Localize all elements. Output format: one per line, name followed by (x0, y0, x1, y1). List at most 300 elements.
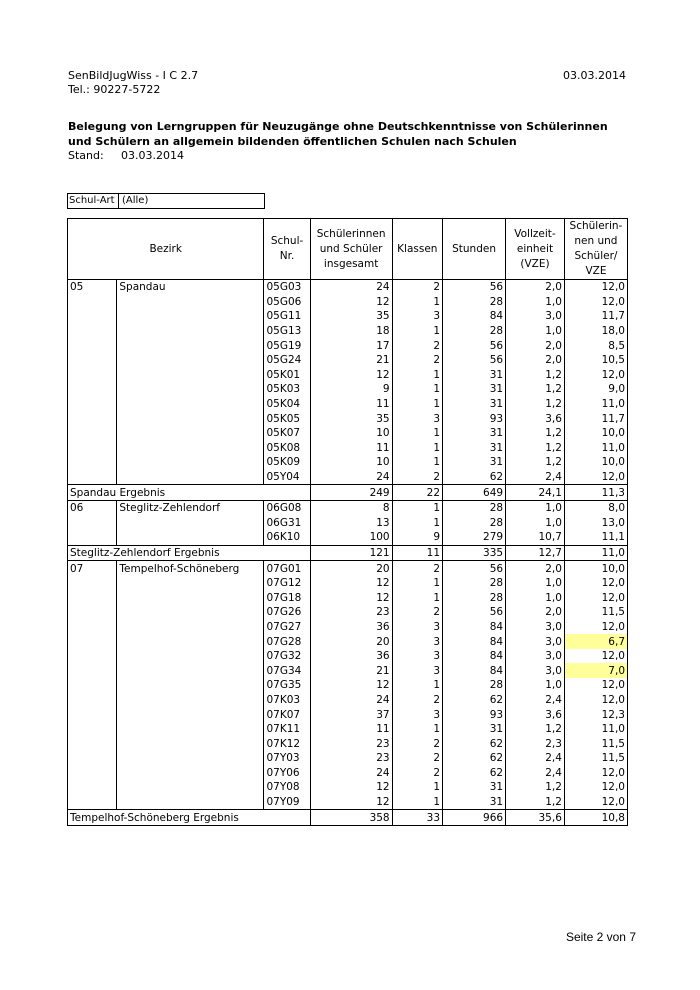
students-per-vze: 11,7 (564, 309, 627, 324)
students-count: 11 (310, 397, 392, 412)
classes-count: 1 (392, 295, 442, 310)
students-per-vze: 12,3 (564, 707, 627, 722)
district-code (68, 426, 117, 441)
hours-count: 62 (443, 766, 506, 781)
district-name (117, 295, 264, 310)
classes-count: 2 (392, 280, 442, 295)
students-count: 24 (310, 766, 392, 781)
students-per-vze: 10,0 (564, 455, 627, 470)
table-row (68, 295, 628, 310)
school-id: 05G19 (264, 338, 310, 353)
students-count: 10 (310, 426, 392, 441)
district-code (68, 397, 117, 412)
vze-value: 1,2 (506, 795, 565, 810)
table-row (68, 620, 628, 635)
district-code (68, 295, 117, 310)
students-per-vze: 12,0 (564, 780, 627, 795)
table-row (68, 397, 628, 412)
title-line-2: und Schülern an allgemein bildenden öffentlichen Schulen nach Schulen (68, 135, 517, 148)
classes-count: 1 (392, 795, 442, 810)
table-row (68, 722, 628, 737)
district-code (68, 707, 117, 722)
table-row (68, 411, 628, 426)
vze-value: 2,4 (506, 470, 565, 485)
table-row (68, 576, 628, 591)
district-name (117, 795, 264, 810)
school-id: 05G11 (264, 309, 310, 324)
students-per-vze: 9,0 (564, 382, 627, 397)
school-id: 06K10 (264, 530, 310, 545)
classes-count: 2 (392, 353, 442, 368)
total-students: 121 (310, 545, 392, 561)
table-row (68, 280, 628, 295)
students-count: 12 (310, 576, 392, 591)
vze-value: 1,0 (506, 678, 565, 693)
vze-value: 1,0 (506, 590, 565, 605)
students-per-vze: 11,0 (564, 722, 627, 737)
classes-count: 2 (392, 736, 442, 751)
total-vze: 12,7 (506, 545, 565, 561)
hours-count: 84 (443, 663, 506, 678)
students-per-vze: 18,0 (564, 324, 627, 339)
district-total-label: Tempelhof-Schöneberg Ergebnis (68, 810, 311, 826)
district-code (68, 795, 117, 810)
col-header-ratio: Schülerin-nen und Schüler/ VZE (564, 219, 627, 280)
school-id: 05K01 (264, 368, 310, 383)
vze-value: 10,7 (506, 530, 565, 545)
district-total-row (68, 545, 628, 561)
students-count: 8 (310, 500, 392, 515)
vze-value: 1,2 (506, 426, 565, 441)
total-ratio: 10,8 (564, 810, 627, 826)
col-header-bezirk: Bezirk (68, 219, 264, 280)
table-row (68, 500, 628, 515)
district-total-row (68, 485, 628, 501)
students-count: 35 (310, 411, 392, 426)
hours-count: 31 (443, 382, 506, 397)
school-id: 07G12 (264, 576, 310, 591)
hours-count: 56 (443, 353, 506, 368)
hours-count: 28 (443, 576, 506, 591)
school-id: 06G31 (264, 516, 310, 531)
classes-count: 1 (392, 441, 442, 456)
district-name (117, 576, 264, 591)
col-header-stunden: Stunden (443, 219, 506, 280)
classes-count: 3 (392, 620, 442, 635)
classes-count: 1 (392, 722, 442, 737)
vze-value: 2,3 (506, 736, 565, 751)
hours-count: 28 (443, 295, 506, 310)
vze-value: 1,2 (506, 722, 565, 737)
district-code: 05 (68, 280, 117, 295)
students-count: 21 (310, 663, 392, 678)
students-count: 36 (310, 649, 392, 664)
students-per-vze: 12,0 (564, 590, 627, 605)
vze-value: 1,2 (506, 780, 565, 795)
students-per-vze: 7,0 (564, 663, 627, 678)
students-count: 20 (310, 561, 392, 576)
district-code (68, 576, 117, 591)
hours-count: 28 (443, 500, 506, 515)
table-row (68, 795, 628, 810)
students-per-vze: 12,0 (564, 280, 627, 295)
district-code (68, 470, 117, 485)
district-name (117, 455, 264, 470)
total-vze: 35,6 (506, 810, 565, 826)
district-code (68, 411, 117, 426)
hours-count: 56 (443, 561, 506, 576)
classes-count: 1 (392, 780, 442, 795)
students-per-vze: 8,0 (564, 500, 627, 515)
classes-count: 2 (392, 766, 442, 781)
classes-count: 1 (392, 324, 442, 339)
stand-label: Stand: (68, 149, 104, 162)
district-name (117, 382, 264, 397)
students-count: 24 (310, 693, 392, 708)
classes-count: 2 (392, 338, 442, 353)
district-name (117, 397, 264, 412)
district-code (68, 780, 117, 795)
district-name (117, 426, 264, 441)
school-id: 07G34 (264, 663, 310, 678)
school-id: 06G08 (264, 500, 310, 515)
students-count: 11 (310, 441, 392, 456)
hours-count: 62 (443, 693, 506, 708)
vze-value: 3,0 (506, 649, 565, 664)
district-code: 06 (68, 500, 117, 515)
students-per-vze: 10,0 (564, 426, 627, 441)
table-row (68, 678, 628, 693)
total-ratio: 11,3 (564, 485, 627, 501)
col-header-schueler: Schülerinnen und Schüler insgesamt (310, 219, 392, 280)
classes-count: 1 (392, 368, 442, 383)
vze-value: 3,0 (506, 634, 565, 649)
classes-count: 2 (392, 470, 442, 485)
vze-value: 1,0 (506, 500, 565, 515)
table-row (68, 736, 628, 751)
table-row (68, 455, 628, 470)
district-name (117, 620, 264, 635)
district-name (117, 516, 264, 531)
vze-value: 2,0 (506, 338, 565, 353)
district-name: Spandau (117, 280, 264, 295)
students-count: 24 (310, 280, 392, 295)
vze-value: 1,2 (506, 455, 565, 470)
school-id: 05K07 (264, 426, 310, 441)
vze-value: 2,0 (506, 353, 565, 368)
hours-count: 62 (443, 470, 506, 485)
district-name (117, 634, 264, 649)
district-name (117, 649, 264, 664)
vze-value: 1,0 (506, 324, 565, 339)
vze-value: 1,0 (506, 295, 565, 310)
school-id: 07G26 (264, 605, 310, 620)
total-vze: 24,1 (506, 485, 565, 501)
district-code (68, 766, 117, 781)
vze-value: 3,0 (506, 309, 565, 324)
school-id: 07Y06 (264, 766, 310, 781)
district-name (117, 780, 264, 795)
classes-count: 1 (392, 455, 442, 470)
district-name (117, 751, 264, 766)
classes-count: 1 (392, 500, 442, 515)
students-count: 12 (310, 780, 392, 795)
vze-value: 3,0 (506, 620, 565, 635)
table-row (68, 309, 628, 324)
students-per-vze: 13,0 (564, 516, 627, 531)
students-count: 17 (310, 338, 392, 353)
table-row (68, 751, 628, 766)
students-count: 24 (310, 470, 392, 485)
district-name: Tempelhof-Schöneberg (117, 561, 264, 576)
hours-count: 31 (443, 795, 506, 810)
district-code (68, 590, 117, 605)
table-row (68, 605, 628, 620)
vze-value: 2,4 (506, 693, 565, 708)
district-name (117, 693, 264, 708)
students-per-vze: 12,0 (564, 795, 627, 810)
students-count: 100 (310, 530, 392, 545)
table-row (68, 470, 628, 485)
classes-count: 2 (392, 693, 442, 708)
district-name (117, 678, 264, 693)
district-name (117, 411, 264, 426)
total-hours: 966 (443, 810, 506, 826)
students-per-vze: 12,0 (564, 576, 627, 591)
table-row (68, 426, 628, 441)
school-id: 05K09 (264, 455, 310, 470)
hours-count: 31 (443, 722, 506, 737)
table-row (68, 780, 628, 795)
page-number: Seite 2 von 7 (565, 930, 636, 944)
students-count: 21 (310, 353, 392, 368)
district-name (117, 309, 264, 324)
header-date: 03.03.2014 (563, 69, 626, 82)
stand-date: 03.03.2014 (121, 149, 184, 162)
students-per-vze: 8,5 (564, 338, 627, 353)
hours-count: 31 (443, 455, 506, 470)
school-id: 05K05 (264, 411, 310, 426)
document-title (68, 119, 668, 149)
hours-count: 28 (443, 590, 506, 605)
table-row (68, 441, 628, 456)
col-header-vze: Vollzeit-einheit (VZE) (506, 219, 565, 280)
table-row (68, 693, 628, 708)
district-name (117, 324, 264, 339)
school-id: 07G32 (264, 649, 310, 664)
school-id: 07Y09 (264, 795, 310, 810)
students-count: 12 (310, 368, 392, 383)
district-code (68, 353, 117, 368)
classes-count: 3 (392, 707, 442, 722)
students-count: 10 (310, 455, 392, 470)
classes-count: 2 (392, 751, 442, 766)
stand-line (68, 149, 184, 163)
hours-count: 31 (443, 397, 506, 412)
classes-count: 1 (392, 397, 442, 412)
students-per-vze: 11,0 (564, 397, 627, 412)
district-code (68, 693, 117, 708)
hours-count: 84 (443, 620, 506, 635)
district-name (117, 338, 264, 353)
school-table (67, 218, 628, 826)
school-id: 07Y03 (264, 751, 310, 766)
students-per-vze: 11,5 (564, 605, 627, 620)
district-code (68, 634, 117, 649)
table-row (68, 766, 628, 781)
district-code (68, 441, 117, 456)
students-per-vze: 12,0 (564, 649, 627, 664)
vze-value: 2,0 (506, 605, 565, 620)
table-row (68, 353, 628, 368)
hours-count: 56 (443, 280, 506, 295)
district-name (117, 736, 264, 751)
vze-value: 3,0 (506, 663, 565, 678)
students-per-vze: 11,7 (564, 411, 627, 426)
hours-count: 28 (443, 516, 506, 531)
hours-count: 56 (443, 605, 506, 620)
district-code (68, 530, 117, 545)
hours-count: 93 (443, 707, 506, 722)
students-count: 36 (310, 620, 392, 635)
department-code: SenBildJugWiss - I C 2.7 (68, 69, 199, 82)
district-code (68, 678, 117, 693)
district-total-label: Steglitz-Zehlendorf Ergebnis (68, 545, 311, 561)
vze-value: 1,0 (506, 576, 565, 591)
col-header-klassen: Klassen (392, 219, 442, 280)
hours-count: 84 (443, 634, 506, 649)
classes-count: 3 (392, 649, 442, 664)
district-name (117, 441, 264, 456)
total-students: 358 (310, 810, 392, 826)
students-count: 23 (310, 751, 392, 766)
district-code (68, 324, 117, 339)
school-id: 05K08 (264, 441, 310, 456)
district-code (68, 516, 117, 531)
school-id: 07G27 (264, 620, 310, 635)
table-row (68, 561, 628, 576)
hours-count: 31 (443, 441, 506, 456)
hours-count: 31 (443, 426, 506, 441)
vze-value: 2,4 (506, 751, 565, 766)
classes-count: 1 (392, 678, 442, 693)
district-name (117, 663, 264, 678)
table-row (68, 663, 628, 678)
table-row (68, 324, 628, 339)
classes-count: 1 (392, 576, 442, 591)
total-classes: 33 (392, 810, 442, 826)
vze-value: 3,6 (506, 411, 565, 426)
hours-count: 28 (443, 324, 506, 339)
table-row (68, 516, 628, 531)
school-id: 05Y04 (264, 470, 310, 485)
district-code (68, 605, 117, 620)
district-total-label: Spandau Ergebnis (68, 485, 311, 501)
students-per-vze: 12,0 (564, 620, 627, 635)
table-body (68, 280, 628, 826)
col-header-schulnr: Schul-Nr. (264, 219, 310, 280)
students-count: 20 (310, 634, 392, 649)
filter-divider (118, 194, 119, 208)
vze-value: 2,4 (506, 766, 565, 781)
classes-count: 1 (392, 426, 442, 441)
classes-count: 3 (392, 411, 442, 426)
table-row (68, 368, 628, 383)
students-per-vze: 12,0 (564, 678, 627, 693)
table-row (68, 707, 628, 722)
school-type-filter[interactable] (67, 193, 265, 209)
hours-count: 279 (443, 530, 506, 545)
total-hours: 335 (443, 545, 506, 561)
district-total-row (68, 810, 628, 826)
district-name (117, 766, 264, 781)
vze-value: 3,6 (506, 707, 565, 722)
school-id: 07K07 (264, 707, 310, 722)
classes-count: 3 (392, 663, 442, 678)
classes-count: 3 (392, 309, 442, 324)
district-code (68, 382, 117, 397)
hours-count: 31 (443, 780, 506, 795)
hours-count: 93 (443, 411, 506, 426)
school-id: 07K12 (264, 736, 310, 751)
table-header-row (68, 219, 628, 280)
students-per-vze: 12,0 (564, 368, 627, 383)
students-count: 18 (310, 324, 392, 339)
district-code: 07 (68, 561, 117, 576)
vze-value: 1,2 (506, 397, 565, 412)
students-count: 12 (310, 795, 392, 810)
students-count: 23 (310, 736, 392, 751)
vze-value: 1,0 (506, 516, 565, 531)
table-row (68, 649, 628, 664)
students-per-vze: 11,0 (564, 441, 627, 456)
students-count: 9 (310, 382, 392, 397)
school-id: 07G35 (264, 678, 310, 693)
district-code (68, 309, 117, 324)
classes-count: 1 (392, 590, 442, 605)
vze-value: 1,2 (506, 382, 565, 397)
students-per-vze: 10,5 (564, 353, 627, 368)
school-id: 05G06 (264, 295, 310, 310)
district-code (68, 649, 117, 664)
school-id: 07G18 (264, 590, 310, 605)
telephone: Tel.: 90227-5722 (68, 83, 161, 96)
students-per-vze: 12,0 (564, 693, 627, 708)
school-id: 05K03 (264, 382, 310, 397)
classes-count: 2 (392, 605, 442, 620)
title-line-1: Belegung von Lerngruppen für Neuzugänge ohne Deutschkenntnisse von Schülerinnen (68, 120, 608, 133)
vze-value: 2,0 (506, 561, 565, 576)
school-id: 05G03 (264, 280, 310, 295)
hours-count: 84 (443, 649, 506, 664)
district-code (68, 368, 117, 383)
table-row (68, 530, 628, 545)
students-count: 37 (310, 707, 392, 722)
students-count: 12 (310, 295, 392, 310)
total-hours: 649 (443, 485, 506, 501)
vze-value: 1,2 (506, 441, 565, 456)
total-students: 249 (310, 485, 392, 501)
district-name: Steglitz-Zehlendorf (117, 500, 264, 515)
classes-count: 9 (392, 530, 442, 545)
district-name (117, 722, 264, 737)
district-name (117, 605, 264, 620)
school-id: 07G01 (264, 561, 310, 576)
district-code (68, 620, 117, 635)
hours-count: 62 (443, 751, 506, 766)
classes-count: 2 (392, 561, 442, 576)
students-per-vze: 10,0 (564, 561, 627, 576)
